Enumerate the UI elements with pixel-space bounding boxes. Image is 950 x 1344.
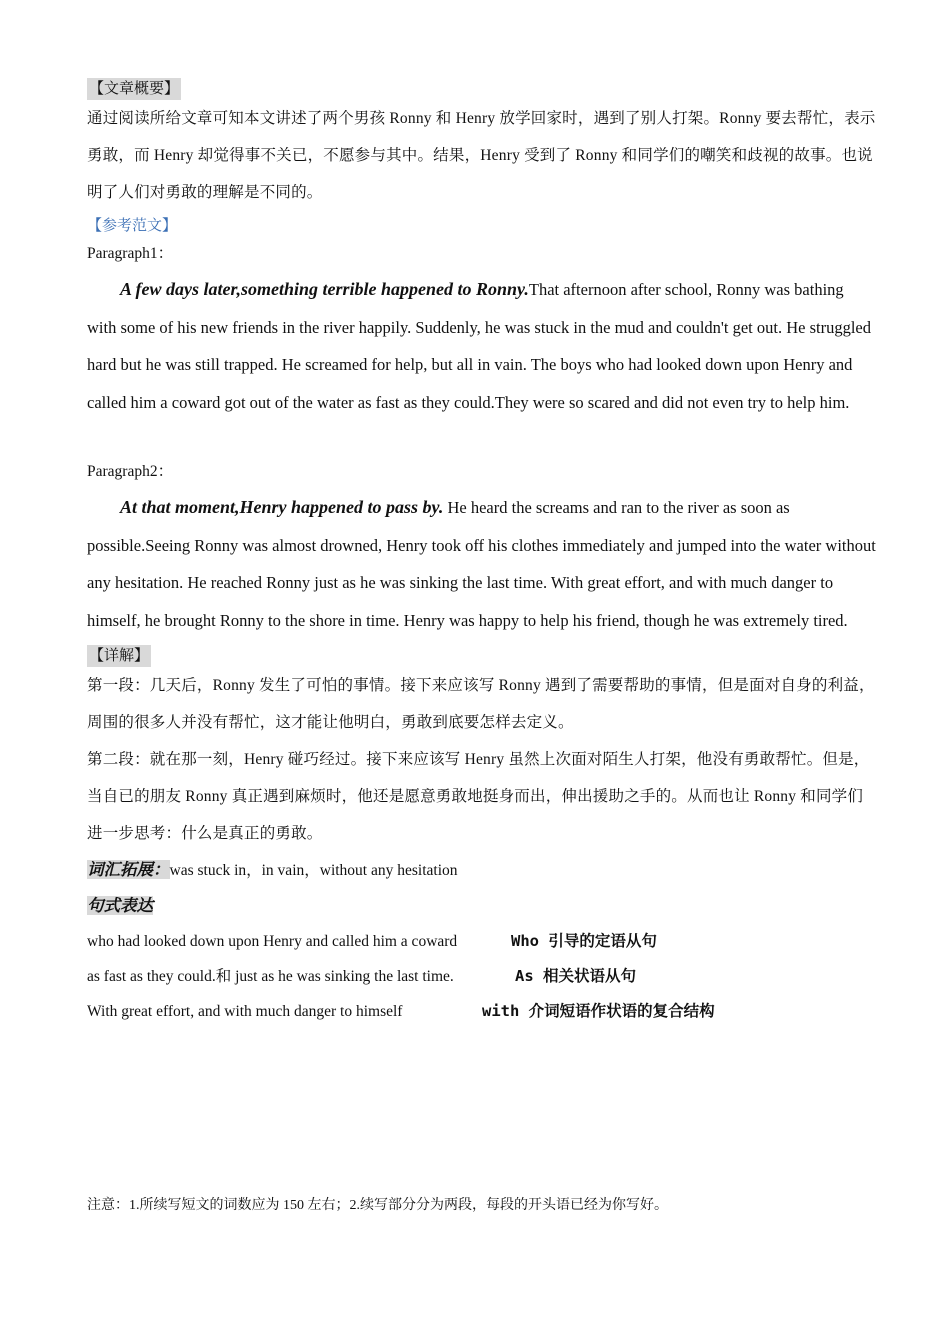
footnote: 注意：1.所续写短文的词数应为 150 左右；2.续写部分分为两段，每段的开头语已经为你写好。 — [87, 1198, 668, 1213]
explain-para1: 第一段：几天后，Ronny 发生了可怕的事情。接下来应该写 Ronny 遇到了需要帮助的事情，但是面对自身的利益，周围的很多人并没有帮忙，这才能让他明白，勇敢到底要怎样去定义。 — [87, 677, 875, 731]
spacer — [87, 421, 877, 455]
summary-text: 通过阅读所给文章可知本文讲述了两个男孩 Ronny 和 Henry 放学回家时，遇到了别人打架。Ronny 要去帮忙，表示勇敢，而 Henry 却觉得事不关已，不愿参与其中。结果，Henry 受到了 Ronny 和同学们的嘲笑和歧视的故事。也说明了人们对勇敢的理解是不同的。 — [87, 110, 876, 201]
sentence-label: 句式表达 — [87, 896, 153, 915]
paragraph2-lead: At that moment,Henry happened to pass by. — [120, 497, 444, 517]
vocab-items: was stuck in，in vain，without any hesitation — [169, 862, 458, 879]
explain-para2: 第二段：就在那一刻，Henry 碰巧经过。接下来应该写 Henry 虽然上次面对陌生人打架，他没有勇敢帮忙。但是，当自已的朋友 Ronny 真正遇到麻烦时，他还是愿意勇敢地挺身而出，伸出援助之手的。从而也让 Ronny 和同学们进一步思考：什么是真正的勇敢。 — [87, 751, 870, 842]
sentence-row — [87, 959, 877, 994]
paragraph1-body: That afternoon after school, Ronny was bathing with some of his new friends in the river happily. Suddenly, he was stuck in the mud and couldn't get out. He struggled hard but he was still trapped. He screamed for help, but all in vain. The boys who had looked down upon Henry and called him a coward got out of the water as fast as they could.They were so scared and did not even try to help him. — [87, 280, 871, 412]
reference-heading: 【参考范文】 — [87, 218, 178, 234]
sentence-phrase: With great effort, and with much danger to himself — [87, 1003, 403, 1020]
vocab-row — [87, 852, 877, 888]
sentence-row — [87, 924, 877, 959]
explain-heading: 【详解】 — [87, 645, 151, 667]
sentence-row — [87, 994, 877, 1029]
summary-heading: 【文章概要】 — [87, 78, 181, 100]
sentence-phrase: as fast as they could.和 just as he was sinking the last time. — [87, 968, 454, 985]
sentence-note: Who 引导的定语从句 — [511, 932, 657, 950]
paragraph1-lead: A few days later,something terrible happened to Ronny. — [120, 279, 529, 299]
paragraph2-label: Paragraph2： — [87, 463, 174, 480]
paragraph2-text — [87, 489, 877, 639]
sentence-note: As 相关状语从句 — [515, 967, 636, 985]
paragraph2-body: He heard the screams and ran to the river as soon as possible.Seeing Ronny was almost drowned, Henry took off his clothes immediately and jumped into the water without any hesitation. He reached Ronny just as he was sinking the last time. With great effort, and with much danger to himself, he brought Ronny to the shore in time. Henry was happy to help his friend, though he was extremely tired. — [87, 498, 876, 630]
sentence-phrase: who had looked down upon Henry and called him a coward — [87, 933, 458, 950]
vocab-label: 词汇拓展： — [87, 860, 170, 879]
paragraph1-text — [87, 271, 877, 421]
document-body — [87, 78, 877, 1029]
paragraph1-label: Paragraph1： — [87, 245, 174, 262]
sentence-heading-row — [87, 888, 877, 924]
sentence-note: with 介词短语作状语的复合结构 — [482, 1002, 715, 1020]
